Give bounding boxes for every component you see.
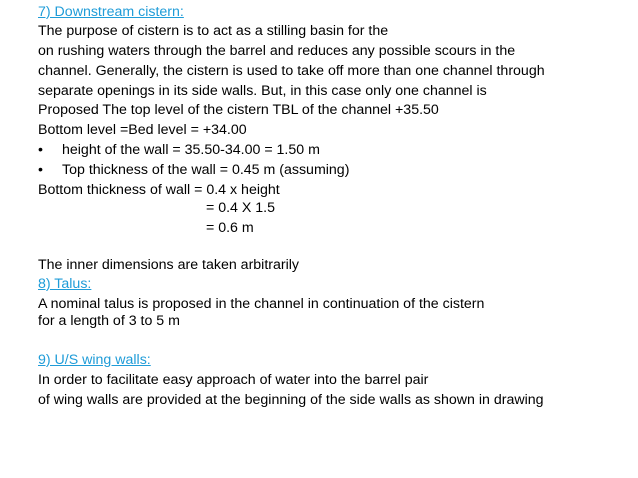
cistern-line-5: Proposed The top level of the cistern TBL of the channel +35.50 [38, 102, 439, 118]
cistern-bottom-thickness: Bottom thickness of wall = 0.4 x height [38, 182, 280, 198]
bullet-icon: • [38, 162, 43, 178]
cistern-line-2: on rushing waters through the barrel and reduces any possible scours in the [38, 43, 516, 59]
cistern-note: The inner dimensions are taken arbitrarily [38, 257, 300, 273]
cistern-bullet-2: Top thickness of the wall = 0.45 m (assuming) [62, 162, 350, 178]
wing-walls-heading: 9) U/S wing walls: [38, 352, 151, 368]
wing-walls-line-2: of wing walls are provided at the beginning of the side walls as shown in drawing [38, 392, 544, 408]
cistern-calc-1: = 0.4 X 1.5 [206, 200, 276, 216]
cistern-line-1: The purpose of cistern is to act as a stilling basin for the [38, 23, 389, 39]
cistern-bullet-1: height of the wall = 35.50-34.00 = 1.50 m [62, 142, 320, 158]
cistern-calc-2: = 0.6 m [206, 220, 254, 236]
cistern-line-3: channel. Generally, the cistern is used to take off more than one channel through [38, 63, 545, 79]
wing-walls-line-1: In order to facilitate easy approach of water into the barrel pair [38, 372, 429, 388]
talus-heading: 8) Talus: [38, 276, 92, 292]
talus-line-2: for a length of 3 to 5 m [38, 313, 180, 329]
talus-line-1: A nominal talus is proposed in the channel in continuation of the cistern [38, 296, 485, 312]
bullet-icon: • [38, 142, 43, 158]
cistern-line-4: separate openings in its side walls. But, in this case only one channel is [38, 83, 487, 99]
cistern-line-6: Bottom level =Bed level = +34.00 [38, 122, 247, 138]
cistern-heading: 7) Downstream cistern: [38, 4, 184, 20]
